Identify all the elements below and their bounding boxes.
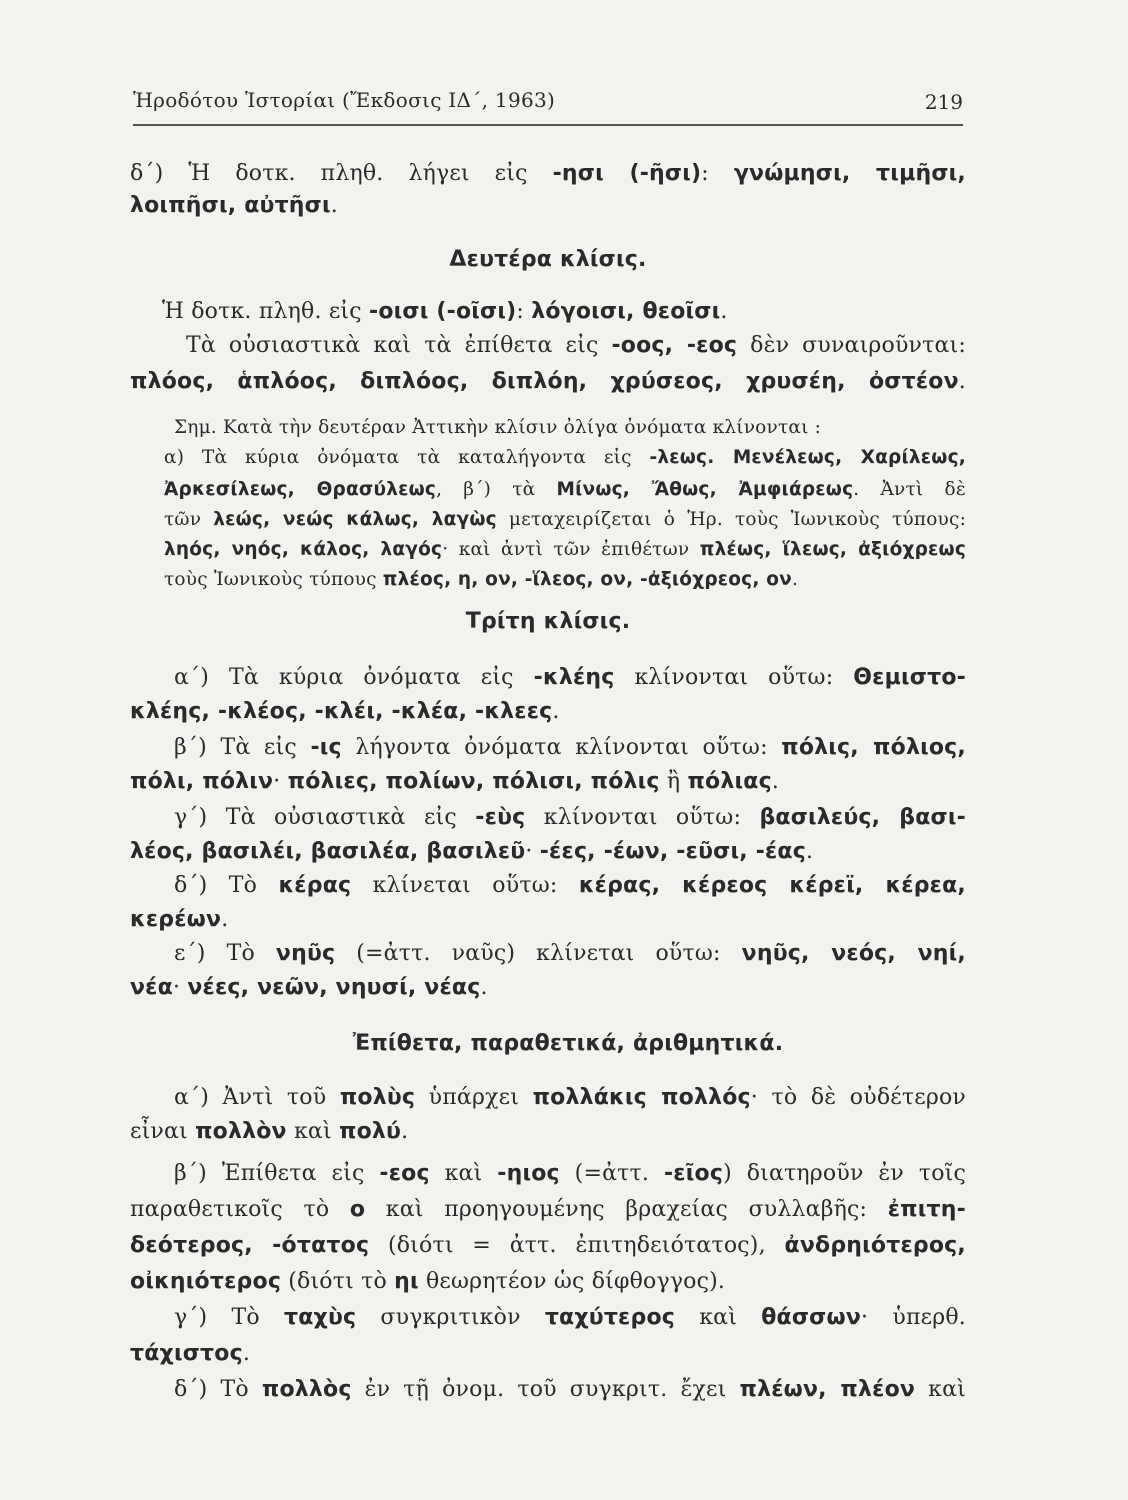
text-run: συγκριτικὸν <box>356 1305 545 1330</box>
text-line <box>130 872 966 900</box>
bold-term: -λεως. Μενέλεως, Χαρίλεως, <box>649 447 966 468</box>
text-run: γ΄) Τὸ <box>174 1305 284 1330</box>
bold-term: πολλάκις πολλός <box>532 1085 751 1110</box>
text-line <box>130 1160 966 1188</box>
bold-term: πλέων, πλέον <box>739 1377 916 1402</box>
bold-term: κέρας, κέρεος κέρεϊ, κέρεα, <box>578 873 966 898</box>
text-run: . <box>480 975 488 1000</box>
heading-text: Ἐπίθετα, παραθετικά, ἀριθμητικά. <box>352 1031 784 1056</box>
text-run: δ΄) Τὸ <box>174 873 279 898</box>
bold-term: κλέης, -κλέος, -κλέι, -κλέα, -κλεες <box>130 699 553 724</box>
text-run: καὶ <box>675 1305 762 1330</box>
section-heading <box>130 1030 966 1058</box>
text-run: ε΄) Τὸ <box>174 941 276 966</box>
text-line <box>130 940 966 968</box>
text-line <box>130 536 966 564</box>
text-run: καὶ <box>915 1377 967 1402</box>
text-run: . <box>552 699 560 724</box>
text-line <box>130 768 966 796</box>
text-run: Σημ. Κατὰ τὴν δευτέραν Ἀττικὴν κλίσιν ὀλίγα ὀνόματα κλίνονται : <box>174 417 822 438</box>
bold-term: ταχύτερος <box>544 1305 676 1330</box>
text-run: · καὶ ἀντὶ τῶν ἐπιθέτων <box>442 539 700 560</box>
bold-term: κερέων <box>130 907 222 932</box>
text-run: · <box>273 769 288 794</box>
bold-term: πλόος, ἁπλόος, διπλόος, διπλόη, χρύσεος, χρυσέη, ὀστέον <box>130 369 959 394</box>
text-run: · ὑπερθ. <box>861 1305 966 1330</box>
text-run: ἐν τῇ ὀνομ. τοῦ συγκριτ. ἔχει <box>351 1377 740 1402</box>
text-run: καὶ προηγουμένης βραχείας συλλαβῆς: <box>365 1197 888 1222</box>
text-run: α΄) Ἀντὶ τοῦ <box>174 1085 340 1110</box>
bold-term: πολλὸν <box>195 1119 287 1144</box>
text-line <box>130 698 966 726</box>
bold-term: -οος, -εος <box>611 333 738 358</box>
bold-term: νέα <box>130 975 173 1000</box>
text-run: γ΄) Τὰ οὐσιαστικὰ εἰς <box>174 805 476 830</box>
text-line <box>130 664 966 692</box>
bold-term: πολὺς <box>339 1085 416 1110</box>
text-run: . <box>791 569 799 590</box>
text-run: Ἡ δοτκ. πληθ. εἰς <box>162 299 369 324</box>
text-run: λήγοντα ὀνόματα κλίνονται οὕτω: <box>341 735 782 760</box>
text-run: . Ἀντὶ δὲ <box>853 479 967 500</box>
text-run: · <box>525 839 540 864</box>
text-run: κλίνονται οὕτω: <box>525 805 760 830</box>
text-line <box>130 838 966 866</box>
text-line <box>130 298 966 326</box>
text-run: ) διατηροῦν ἐν τοῖς <box>723 1161 966 1186</box>
running-title: Ἡροδότου Ἱστορίαι (Ἔκδοσις ΙΔ΄, 1963) <box>133 88 556 112</box>
text-run: · τὸ δὲ οὐδέτερον <box>750 1085 966 1110</box>
bold-term: -εος <box>379 1161 430 1186</box>
page-number: 219 <box>924 90 963 114</box>
bold-term: πλέως, ἵλεως, ἀξιόχρεως <box>699 539 967 560</box>
text-run: ὑπάρχει <box>415 1085 533 1110</box>
bold-term: λεώς, νεώς κάλως, λαγὼς <box>213 509 497 530</box>
bold-term: δεότερος, -ότατος <box>130 1233 370 1258</box>
text-run: ἢ <box>659 769 688 794</box>
text-run: , β΄) τὰ <box>436 479 557 500</box>
heading-text: Τρίτη κλίσις. <box>465 609 631 634</box>
bold-term: -ηιος <box>497 1161 560 1186</box>
bold-term: κέρας <box>278 873 352 898</box>
text-run: παραθετικοῖς τὸ <box>130 1197 350 1222</box>
text-run: (διότι = ἀττ. ἐπιτηδειότατος), <box>369 1233 785 1258</box>
bold-term: ἀνδρηιότερος, <box>784 1233 966 1258</box>
text-run: . <box>806 839 814 864</box>
heading-text: Δευτέρα κλίσις. <box>449 247 647 272</box>
bold-term: πόλι, πόλιν <box>130 769 274 794</box>
text-line <box>130 1304 966 1332</box>
bold-term: λοιπῆσι, αὐτῆσι <box>130 193 331 218</box>
bold-term: Μίνως, Ἄθως, Ἀμφιάρεως <box>556 479 854 500</box>
text-run: : <box>516 299 532 324</box>
bold-term: νηῦς <box>275 941 336 966</box>
text-run: . <box>958 369 966 394</box>
bold-term: ἐπιτη- <box>887 1197 966 1222</box>
bold-term: -έες, -έων, -εῦσι, -έας <box>539 839 806 864</box>
text-line <box>130 506 966 534</box>
text-line <box>130 1340 966 1368</box>
text-line <box>130 160 966 188</box>
text-run: Τὰ οὐσιαστικὰ καὶ τὰ ἐπίθετα εἰς <box>186 333 612 358</box>
text-run: · <box>172 975 188 1000</box>
text-run: . <box>221 907 229 932</box>
bold-term: πόλις, πόλιος, <box>781 735 966 760</box>
bold-term: νέες, νεῶν, νηυσί, νέας <box>187 975 481 1000</box>
text-line <box>130 804 966 832</box>
bold-term: θάσσων <box>761 1305 862 1330</box>
text-run: (διότι τὸ <box>281 1269 395 1294</box>
bold-term: λόγοισι, θεοῖσι <box>531 299 721 324</box>
text-run: . <box>771 769 780 794</box>
bold-term: πολύ <box>338 1119 402 1144</box>
bold-term: πόλιας <box>687 769 772 794</box>
bold-term: τάχιστος <box>130 1341 243 1366</box>
bold-term: πολλὸς <box>261 1377 352 1402</box>
text-run: δ΄) Ἡ δοτκ. πληθ. λήγει εἰς <box>130 161 553 186</box>
bold-term: νηῦς, νεός, νηί, <box>741 941 966 966</box>
bold-term: -οισι (-οῖσι) <box>368 299 517 324</box>
text-run: τῶν <box>164 509 214 530</box>
text-line <box>130 1232 966 1260</box>
bold-term: -εῖος <box>663 1161 724 1186</box>
text-run: β΄) Ἐπίθετα εἰς <box>174 1161 380 1186</box>
bold-term: -εὺς <box>475 805 526 830</box>
text-run: β΄) Τὰ εἰς <box>174 735 311 760</box>
bold-term: βασιλεύς, βασι- <box>759 805 966 830</box>
text-run: α) Τὰ κύρια ὀνόματα τὰ καταλήγοντα εἰς <box>164 447 650 468</box>
bold-term: γνώμησι, τιμῆσι, <box>733 161 966 186</box>
text-line <box>130 974 966 1002</box>
bold-term: ληός, νηός, κάλος, λαγός <box>164 539 443 560</box>
bold-term: -ησι (-ῆσι) <box>552 161 702 186</box>
text-run: κλίνονται οὕτω: <box>614 665 854 690</box>
text-run: . <box>720 299 728 324</box>
text-run: . <box>401 1119 409 1144</box>
text-run: (=ἀττ. <box>559 1161 664 1186</box>
bold-term: πλέος, η, ον, -ἵλεος, ον, -ἀξιόχρεος, ον <box>382 569 792 590</box>
text-line <box>130 906 966 934</box>
text-run: καὶ <box>429 1161 498 1186</box>
text-line <box>130 444 966 472</box>
text-run: (=ἀττ. ναῦς) κλίνεται οὕτω: <box>335 941 742 966</box>
text-line <box>130 192 966 220</box>
text-run: τοὺς Ἰωνικοὺς τύπους <box>164 569 383 590</box>
section-heading <box>130 608 966 636</box>
text-run: . <box>242 1341 251 1366</box>
text-run: α΄) Τὰ κύρια ὀνόματα εἰς <box>174 665 534 690</box>
text-run: δὲν συναιροῦνται: <box>737 333 966 358</box>
text-line <box>130 368 966 396</box>
text-run: : <box>701 161 734 186</box>
text-run: εἶναι <box>130 1119 196 1144</box>
text-run: κλίνεται οὕτω: <box>351 873 579 898</box>
bold-term: ταχὺς <box>284 1305 357 1330</box>
text-run: μεταχειρίζεται ὁ Ἡρ. τοὺς Ἰωνικοὺς τύπους: <box>496 509 966 530</box>
bold-term: ηι <box>394 1269 419 1294</box>
text-line <box>130 1376 966 1404</box>
text-run: δ΄) Τὸ <box>174 1377 262 1402</box>
bold-term: -κλέης <box>533 665 615 690</box>
bold-term: οἰκηιότερος <box>130 1269 282 1294</box>
text-run: καὶ <box>286 1119 339 1144</box>
bold-term: -ις <box>310 735 342 760</box>
text-line <box>130 1196 966 1224</box>
bold-term: λέος, βασιλέι, βασιλέα, βασιλεῦ <box>130 839 526 864</box>
text-line <box>130 1268 966 1296</box>
text-line <box>130 332 966 360</box>
text-line <box>130 566 966 594</box>
running-header <box>133 88 963 126</box>
bold-term: Ἀρκεσίλεως, Θρασύλεως <box>164 479 437 500</box>
text-line <box>130 734 966 762</box>
bold-term: πόλιες, πολίων, πόλισι, πόλις <box>287 769 660 794</box>
text-line <box>130 1118 966 1146</box>
bold-term: ο <box>349 1197 366 1222</box>
text-line <box>130 1084 966 1112</box>
section-heading <box>130 246 966 274</box>
bold-term: Θεμιστο- <box>853 665 966 690</box>
text-run: . <box>330 193 338 218</box>
text-line <box>130 414 966 442</box>
text-line <box>130 476 966 504</box>
text-run: θεωρητέον ὡς δίφθογγος). <box>418 1269 726 1294</box>
